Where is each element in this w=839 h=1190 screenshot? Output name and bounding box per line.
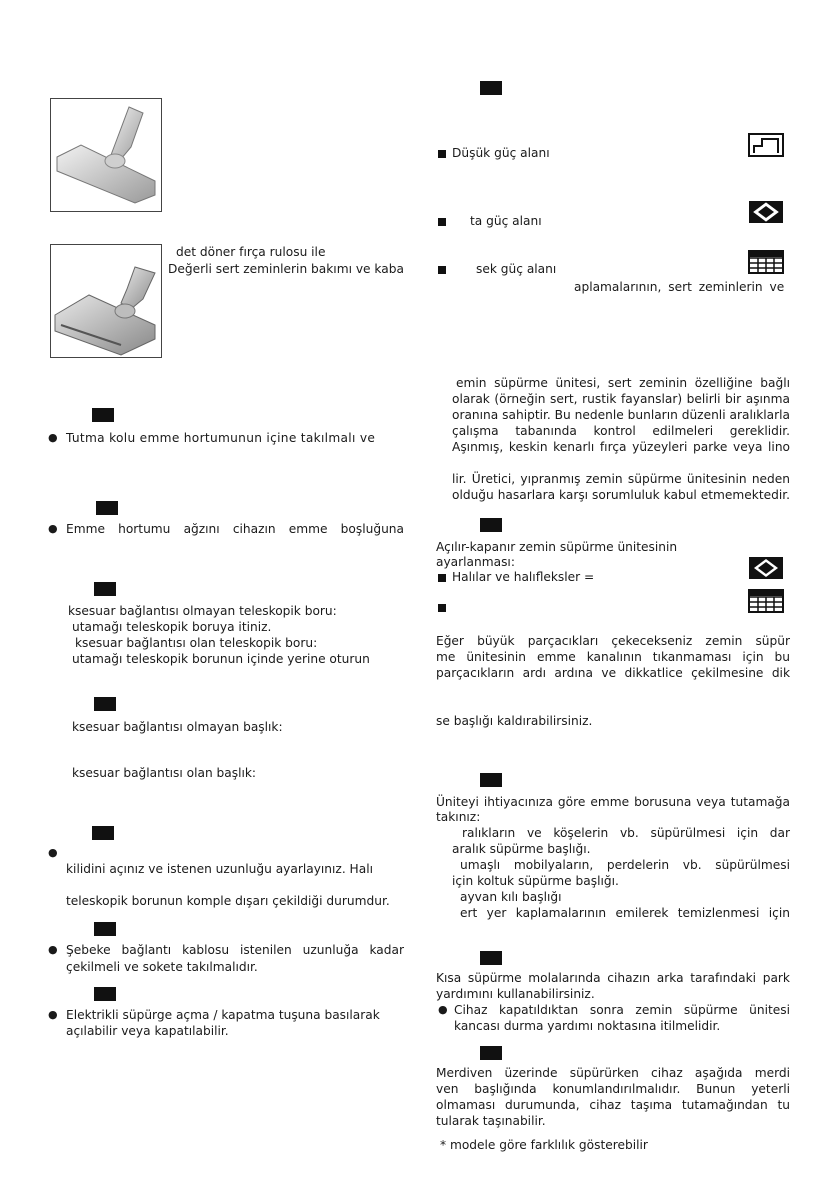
- brush-nozzle-image: [50, 244, 162, 358]
- switch-line-2: açılabilir veya kapatılabilir.: [66, 1024, 229, 1038]
- section-marker-r4: [480, 951, 502, 965]
- tube-line-1: ksesuar bağlantısı olmayan teleskopik boru:: [68, 604, 337, 618]
- bullet-2: ●: [48, 522, 58, 535]
- para5-line4: tularak taşınabilir.: [436, 1114, 546, 1128]
- cable-line-1: Şebeke bağlantı kablosu istenilen uzunluğa kadar: [66, 943, 404, 957]
- para1-line1: emin süpürme ünitesi, sert zeminin özelliğine bağlı: [456, 376, 790, 390]
- adjust-item2-square: [438, 604, 446, 612]
- brush-caption-line2: Değerli sert zeminlerin bakımı ve kaba: [168, 262, 404, 276]
- cable-line-2: çekilmeli ve sokete takılmalıdır.: [66, 960, 258, 974]
- section-marker-1: [92, 408, 114, 422]
- section-marker-2: [96, 501, 118, 515]
- section-marker-3: [94, 582, 116, 596]
- para5-line1: Merdiven üzerinde süpürürken cihaz aşağıda merdi: [436, 1066, 790, 1080]
- brush-caption-line1: det döner fırça rulosu ile: [176, 245, 326, 259]
- para3-item6: ert yer kaplamalarının emilerek temizlenmesi için: [460, 906, 790, 920]
- para5-line2: ven başlığında konumlandırılmalıdır. Bunun yeterli: [436, 1082, 790, 1096]
- power-low-square: [438, 150, 446, 158]
- power-high-label: sek güç alanı: [476, 262, 557, 276]
- power-mid-square: [438, 218, 446, 226]
- para2-line1: Eğer büyük parçacıkları çekecekseniz zemin süpür: [436, 634, 790, 648]
- nozzle-line-2: ksesuar bağlantısı olan başlık:: [72, 766, 257, 780]
- para3-line2: takınız:: [436, 810, 481, 824]
- tube-line-2: utamağı teleskopik boruya itiniz.: [72, 620, 272, 634]
- section-marker-6: [94, 922, 116, 936]
- bullet-1: ●: [48, 431, 58, 444]
- para1-line6: lir. Üretici, yıpranmış zemin süpürme ünitesinin neden: [452, 472, 790, 486]
- power-high-continued: aplamalarının, sert zeminlerin ve: [574, 280, 785, 294]
- para1-line3: oranına sahiptir. Bu nedenle bunların düzenli aralıklarla: [452, 408, 790, 422]
- floor-nozzle-image: [50, 98, 162, 212]
- bullet-6: ●: [48, 943, 58, 956]
- adjust-item-square: [438, 574, 446, 582]
- bullet-5: ●: [48, 846, 58, 859]
- bullet-7: ●: [48, 1008, 58, 1021]
- para1-line2: olarak (örneğin sert, rustik fayanslar) belirli bir aşınma: [452, 392, 790, 406]
- para3-item1: ralıkların ve köşelerin vb. süpürülmesi için dar: [462, 826, 790, 840]
- power-high-icon: [748, 250, 784, 274]
- tube-line-4: utamağı teleskopik borunun içinde yerine oturun: [72, 652, 370, 666]
- length-line-2: teleskopik borunun komple dışarı çekildiği durumdur.: [66, 894, 390, 908]
- section-marker-r2: [480, 518, 502, 532]
- para1-line4: çalışma tabanında kontrol edilmeleri gereklidir.: [452, 424, 790, 438]
- para4-item1: Cihaz kapatıldıktan sonra zemin süpürme ünitesi: [454, 1003, 790, 1017]
- hose-instruction: Emme hortumu ağzını cihazın emme boşluğuna: [66, 522, 404, 536]
- para4-item2: kancası durma yardımı noktasına itilmelidir.: [454, 1019, 721, 1033]
- section-marker-7: [94, 987, 116, 1001]
- adjust-title-line2: ayarlanması:: [436, 555, 515, 569]
- para1-line7: olduğu hasarlara karşı sorumluluk kabul etmemektedir.: [452, 488, 790, 502]
- carpet-power-icon: [748, 556, 784, 580]
- para4-line2: yardımını kullanabilirsiniz.: [436, 987, 595, 1001]
- switch-line-1: Elektrikli süpürge açma / kapatma tuşuna basılarak: [66, 1008, 380, 1022]
- para3-item3: umaşlı mobilyaların, perdelerin vb. süpürülmesi: [460, 858, 790, 872]
- adjust-title-line1: Açılır-kapanır zemin süpürme ünitesinin: [436, 540, 678, 554]
- para5-line3: olmaması durumunda, cihaz taşıma tutamağından tu: [436, 1098, 790, 1112]
- power-low-label: Düşük güç alanı: [452, 146, 550, 160]
- section-marker-r3: [480, 773, 502, 787]
- power-high-square: [438, 266, 446, 274]
- section-marker-r5: [480, 1046, 502, 1060]
- para1-line5: Aşınmış, keskin kenarlı fırça yüzeyleri parke veya lino: [452, 440, 790, 454]
- para4-line1: Kısa süpürme molalarında cihazın arka tarafındaki park: [436, 971, 790, 985]
- length-line-1: kilidini açınız ve istenen uzunluğu ayarlayınız. Halı: [66, 862, 373, 876]
- para3-item2: aralık süpürme başlığı.: [452, 842, 591, 856]
- nozzle-line-1: ksesuar bağlantısı olmayan başlık:: [72, 720, 283, 734]
- power-mid-label: ta güç alanı: [470, 214, 542, 228]
- adjust-item-carpet: Halılar ve halıfleksler =: [452, 570, 595, 584]
- para3-item5: ayvan kılı başlığı: [460, 890, 562, 904]
- power-low-icon: [748, 133, 784, 157]
- section-marker-5: [92, 826, 114, 840]
- section-marker-4: [94, 697, 116, 711]
- footnote: * modele göre farklılık gösterebilir: [440, 1138, 648, 1152]
- handle-instruction: Tutma kolu emme hortumunun içine takılmalı ve: [66, 431, 376, 445]
- para3-line1: Üniteyi ihtiyacınıza göre emme borusuna veya tutamağa: [436, 795, 790, 809]
- para3-item4: için koltuk süpürme başlığı.: [452, 874, 619, 888]
- section-marker-r1: [480, 81, 502, 95]
- tube-line-3: ksesuar bağlantısı olan teleskopik boru:: [75, 636, 318, 650]
- para2-line2: me ünitesinin emme kanalının tıkanmaması için bu: [436, 650, 790, 664]
- bullet-r4: ●: [438, 1003, 448, 1016]
- power-mid-icon: [748, 200, 784, 224]
- hardfloor-power-icon: [748, 589, 784, 613]
- para2-end: se başlığı kaldırabilirsiniz.: [436, 714, 593, 728]
- para2-line3: parçacıkların ardı ardına ve dikkatlice çekilmesine dik: [436, 666, 790, 680]
